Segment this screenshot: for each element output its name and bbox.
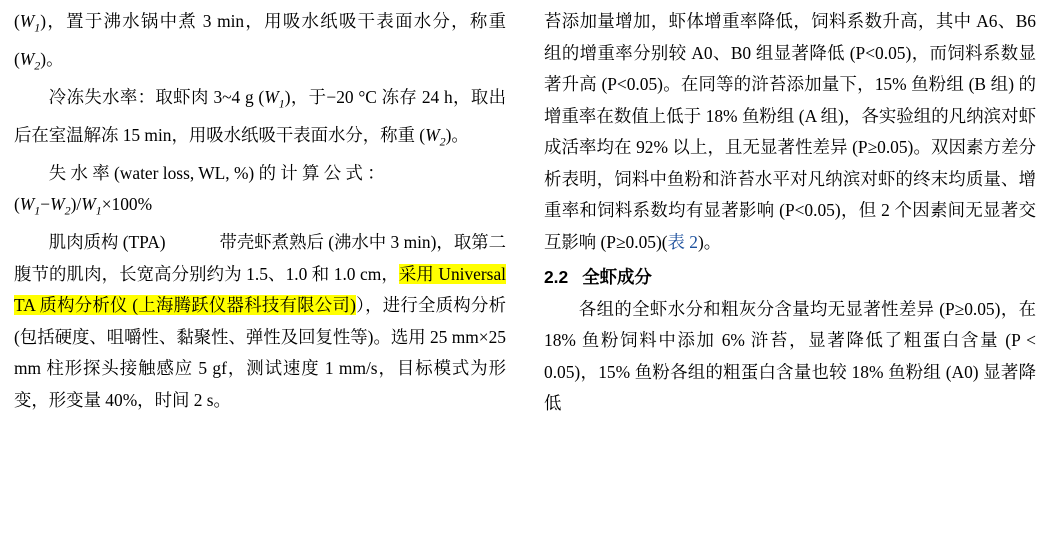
table-cross-reference-link[interactable]: 表 2	[667, 231, 698, 252]
variable-w1: W	[19, 194, 35, 215]
text-fragment: 带壳虾煮熟后 (沸水中 3 min)，取第二腹节的肌肉，长宽高分别约为 1.5、1.0 和 1.0 cm，	[14, 232, 506, 284]
variable-w2-subscript: 2	[34, 58, 41, 73]
variable-w2: W	[19, 48, 35, 69]
text-fragment: )。	[40, 48, 64, 69]
section-heading-2-2	[544, 262, 1036, 294]
text-fragment: )。	[697, 231, 722, 252]
variable-w2: W	[425, 124, 440, 145]
paragraph-growth-results	[544, 6, 1036, 258]
variable-w1-subscript: 1	[95, 203, 102, 218]
paragraph-tpa-method	[14, 227, 506, 416]
text-fragment: 肌肉质构 (TPA)	[48, 232, 166, 253]
text-fragment: )/	[70, 194, 82, 215]
text-fragment: ×100%	[101, 194, 153, 215]
variable-w1: W	[264, 86, 279, 107]
text-fragment: 苔添加量增加，虾体增重率降低，饲料系数升高，其中 A6、B6 组的增重率分别较 A0、B0 组显著降低 (P<0.05)，而饲料系数显著升高 (P<0.05)。在同等的浒苔添加量下，15% 鱼粉组 (B 组) 的增重率在数值上低于 18% 鱼粉组 (A 组)，各实验组的凡纳滨对虾成活率均在 92% 以上，且无显著性差异 (P≥0.05)。双因素方差分析表明，饲料中鱼粉和浒苔水平对凡纳滨对虾的终末均质量、增重率和饲料系数均有显著影响 (P<0.05)，但 2 个因素间无显著交互影响 (P≥0.05)(	[544, 11, 1036, 252]
paragraph-water-loss-formula	[14, 189, 506, 227]
variable-w1: W	[81, 194, 96, 215]
variable-w1: W	[19, 11, 35, 31]
text-fragment: (	[14, 11, 20, 31]
text-fragment: )，于−20 °C 冻存 24 h，取出后在室温解冻 15 min，用吸水纸吸干表面水分，称重 (	[14, 86, 506, 145]
paragraph-whole-shrimp-composition	[544, 294, 1036, 420]
paragraph-water-loss-formula-intro	[14, 158, 506, 190]
highlighted-text: 采用 Universal TA 质构分析仪 (上海腾跃仪器科技有限公司)	[14, 263, 506, 316]
section-title: 全虾成分	[582, 267, 652, 287]
text-fragment: 失 水 率 (water loss, WL, %) 的 计 算 公 式 ：	[48, 162, 385, 183]
variable-w1-subscript: 1	[34, 20, 41, 35]
text-fragment: (	[14, 194, 20, 215]
text-fragment: )，置于沸水锅中煮 3 min，用吸水纸吸干表面水分，称重 (	[14, 11, 506, 69]
left-column	[14, 6, 506, 542]
text-fragment: 冷冻失水率：取虾肉 3~4 g (	[48, 86, 265, 107]
paragraph-frozen-water-loss	[14, 82, 506, 158]
paragraph-water-loss-cooked	[14, 6, 506, 82]
text-fragment: ），进行全质构分析 (包括硬度、咀嚼性、黏聚性、弹性及回复性等)。选用 25 mm×25 mm 柱形探头接触感应 5 gf，测试速度 1 mm/s，目标模式为形变，形变量 40%，时间 2 s。	[14, 295, 506, 410]
text-fragment: )。	[445, 124, 469, 145]
right-column	[544, 6, 1036, 542]
variable-w1-subscript: 1	[278, 96, 285, 111]
text-fragment: −	[40, 194, 51, 215]
variable-w1-subscript: 1	[34, 203, 41, 218]
text-fragment: 各组的全虾水分和粗灰分含量均无显著性差异 (P≥0.05)，在18% 鱼粉饲料中添加 6% 浒苔，显著降低了粗蛋白含量 (P < 0.05)，15% 鱼粉各组的粗蛋白含量也较 18% 鱼粉组 (A0) 显著降低	[544, 298, 1036, 413]
section-number: 2.2	[544, 267, 569, 287]
variable-w2-subscript: 2	[439, 134, 446, 149]
variable-w2: W	[50, 194, 65, 215]
variable-w2-subscript: 2	[64, 203, 71, 218]
